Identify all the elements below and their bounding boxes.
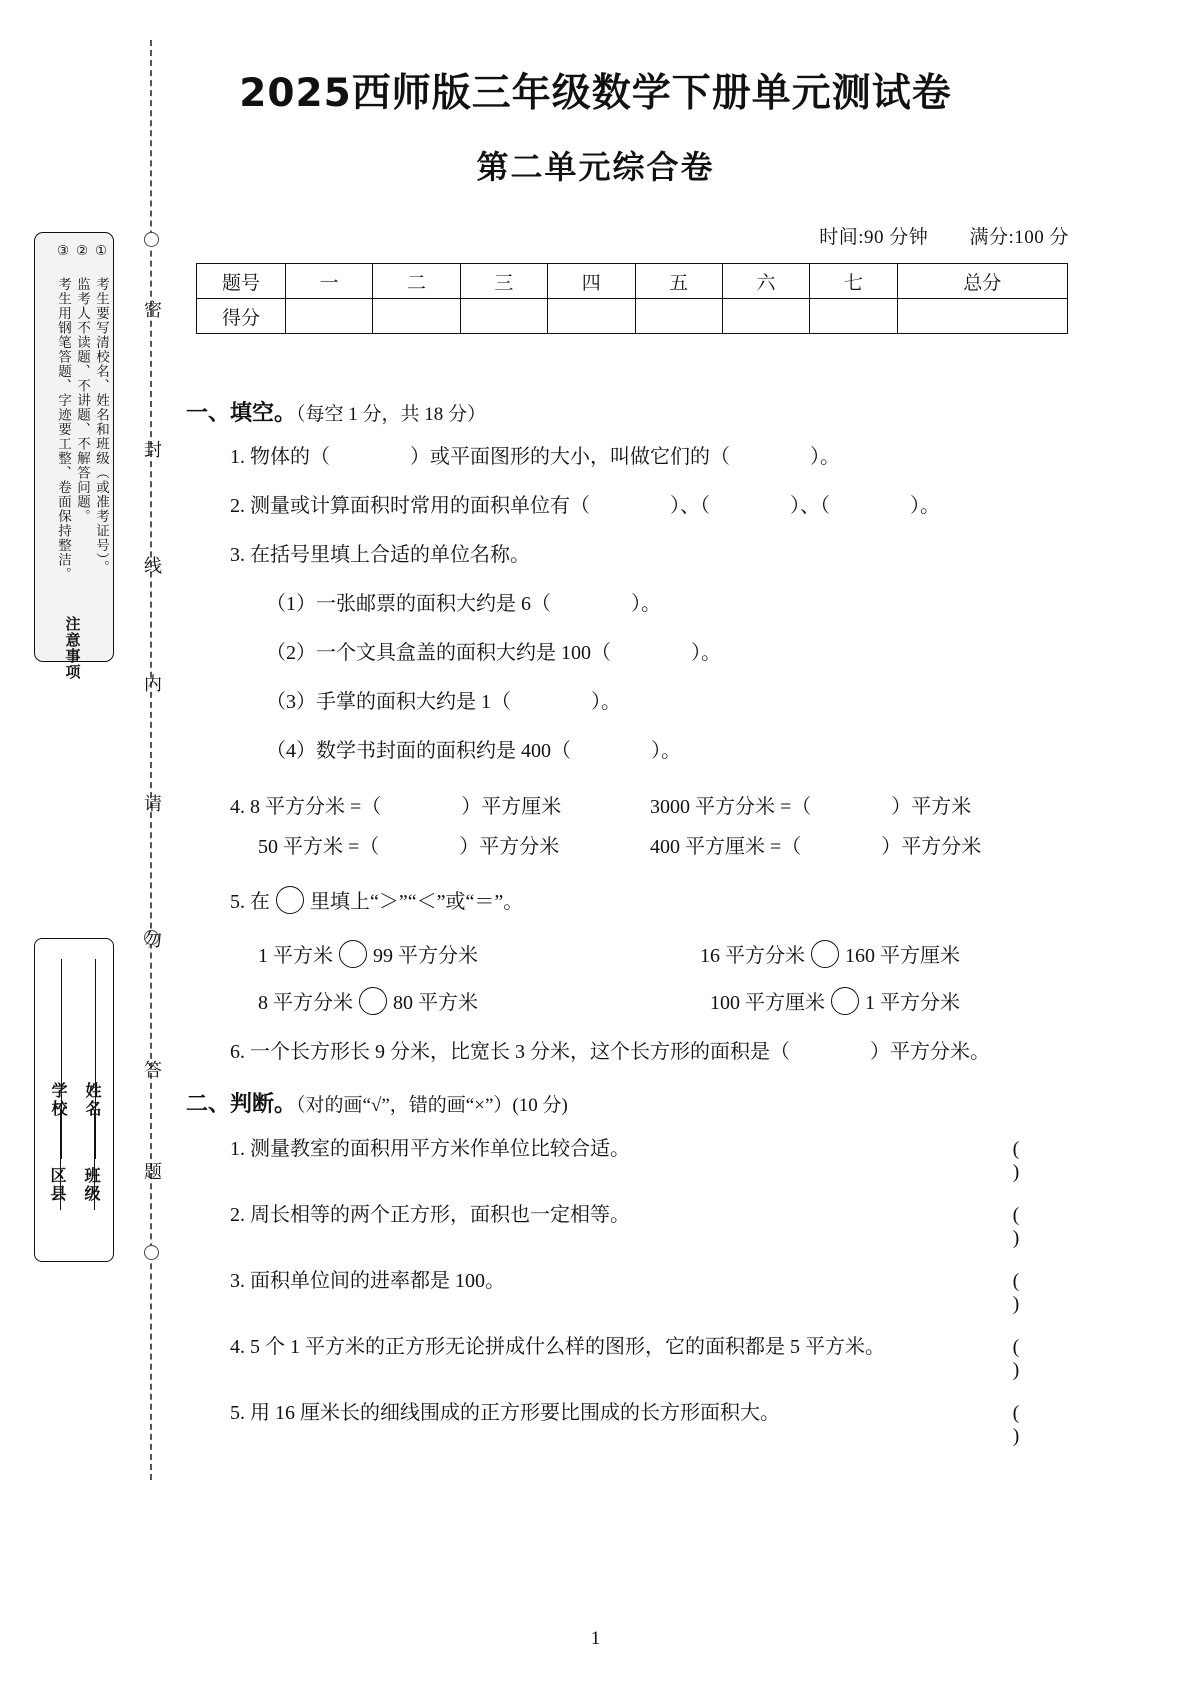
seal-char: 封 — [142, 440, 162, 468]
q4-right-line2: 400 平方厘米 =（ ）平方分米 — [650, 836, 982, 858]
write-rule — [94, 1110, 95, 1210]
q4-label: 4. — [230, 796, 245, 818]
seal-char: 答 — [142, 1060, 162, 1088]
question-item: （4）数学书封面的面积约是 400（ ）。 — [266, 740, 681, 762]
q5-value: 99 平方分米 — [373, 945, 478, 967]
info-field-label: 姓名 — [83, 1082, 102, 1118]
score-table-cell: 二 — [373, 264, 460, 299]
score-input-cell[interactable] — [286, 299, 373, 334]
seal-char: 请 — [142, 794, 162, 822]
notice-label-text: 注意事项 — [63, 616, 82, 680]
notice-box — [34, 232, 114, 662]
tf-answer-box[interactable]: ( ) — [1012, 1402, 1048, 1447]
score-input-cell[interactable] — [810, 299, 897, 334]
q5-value: 80 平方米 — [393, 992, 478, 1014]
q5-pair-row — [258, 986, 1076, 1015]
q4-left-line1 — [230, 790, 650, 819]
q4-right-line1: 3000 平方分米 =（ ）平方米 — [650, 796, 972, 818]
exam-meta — [783, 222, 1069, 249]
question-item-4b — [258, 830, 1076, 859]
seal-char: 题 — [142, 1162, 162, 1190]
score-input-cell[interactable] — [548, 299, 635, 334]
tf-answer-box[interactable]: ( ) — [1012, 1270, 1048, 1315]
question-item: 1. 物体的（ ）或平面图形的大小，叫做它们的（ ）。 — [230, 446, 840, 468]
score-table-cell: 四 — [548, 264, 635, 299]
section-heading-fill-in — [186, 396, 1076, 427]
circle-blank-icon[interactable] — [811, 940, 839, 968]
info-field-label: 班级 — [82, 1167, 101, 1203]
seal-char: 密 — [142, 300, 162, 328]
table-row — [197, 299, 1068, 334]
q5-value: 16 平方分米 — [700, 945, 805, 967]
seal-dashed-line — [150, 40, 152, 1480]
section-note: （对的画“√”，错的画“×”）(10 分) — [296, 1095, 568, 1116]
q5-value: 8 平方分米 — [258, 992, 353, 1014]
q5-value: 1 平方分米 — [865, 992, 960, 1014]
seal-char: 内 — [142, 674, 162, 702]
question-item-4 — [230, 790, 1076, 819]
q4-left-text: 8 平方分米 =（ ）平方厘米 — [250, 796, 562, 818]
score-table-cell: 一 — [286, 264, 373, 299]
tf-text: 5. 用 16 厘米长的细线围成的正方形要比围成的长方形面积大。 — [230, 1402, 780, 1424]
notice-item: ① 考生要写清校名、姓名和班级（或准考证号）。 — [93, 243, 109, 575]
score-input-cell[interactable] — [373, 299, 460, 334]
q4-left-line2: 50 平方米 =（ ）平方分米 — [258, 836, 560, 858]
q5-label: 5. 在 — [230, 891, 270, 913]
circle-blank-icon[interactable] — [831, 987, 859, 1015]
page-number: 1 — [590, 1628, 601, 1649]
q5-value: 1 平方米 — [258, 945, 333, 967]
info-field-class[interactable] — [80, 1110, 110, 1260]
score-table-cell: 五 — [635, 264, 722, 299]
seal-dot-icon — [144, 1245, 159, 1260]
q5-value: 160 平方厘米 — [845, 945, 960, 967]
tf-answer-box[interactable]: ( ) — [1012, 1336, 1048, 1381]
score-input-cell[interactable] — [635, 299, 722, 334]
tf-text: 1. 测量教室的面积用平方米作单位比较合适。 — [230, 1138, 630, 1160]
q5-left-compare — [258, 939, 678, 968]
tf-text: 4. 5 个 1 平方米的正方形无论拼成什么样的图形，它的面积都是 5 平方米。 — [230, 1336, 885, 1358]
section-title: 一、填空。 — [186, 401, 297, 426]
circle-blank-icon[interactable] — [339, 940, 367, 968]
q5-tail: 里填上“＞”“＜”或“＝”。 — [310, 891, 524, 913]
notice-item: ③ 考生用钢笔答题、字迹要工整、卷面保持整洁。 — [55, 243, 71, 582]
score-table-cell: 三 — [460, 264, 547, 299]
q5-value: 100 平方厘米 — [710, 992, 825, 1014]
circle-blank-icon[interactable] — [359, 987, 387, 1015]
score-input-cell[interactable] — [897, 299, 1067, 334]
q5-right-compare — [700, 939, 1076, 968]
score-table-cell: 题号 — [197, 264, 286, 299]
section-title: 二、判断。 — [186, 1092, 297, 1117]
exam-content — [186, 396, 1076, 1448]
tf-answer-box[interactable]: ( ) — [1012, 1204, 1048, 1249]
write-rule — [60, 1110, 61, 1210]
tf-item — [230, 1396, 1076, 1448]
info-field-label: 学校 — [49, 1082, 68, 1118]
tf-text: 3. 面积单位间的进率都是 100。 — [230, 1270, 505, 1292]
circle-blank-icon[interactable] — [276, 886, 304, 914]
time-label: 时间:90 分钟 — [819, 227, 929, 248]
tf-item — [230, 1132, 1076, 1184]
seal-char: 线 — [142, 556, 162, 584]
question-item-6: 6. 一个长方形长 9 分米，比宽长 3 分米，这个长方形的面积是（ ）平方分米。 — [230, 1041, 990, 1063]
score-input-cell[interactable] — [722, 299, 809, 334]
page-title: 2025西师版三年级数学下册单元测试卷 — [239, 71, 952, 116]
section-heading-true-false — [186, 1087, 1076, 1118]
tf-item — [230, 1198, 1076, 1250]
seal-char: 勿 — [142, 930, 162, 958]
score-table-cell: 得分 — [197, 299, 286, 334]
tf-answer-box[interactable]: ( ) — [1012, 1138, 1048, 1183]
score-table-cell: 六 — [722, 264, 809, 299]
table-row — [197, 264, 1068, 299]
score-table-cell: 总分 — [897, 264, 1067, 299]
score-table-cell: 七 — [810, 264, 897, 299]
q5-right-compare — [710, 986, 1076, 1015]
info-field-label: 区县 — [48, 1167, 67, 1203]
info-field-district[interactable] — [46, 1110, 76, 1260]
full-score-label: 满分:100 分 — [969, 227, 1069, 248]
notice-item: ② 监考人不读题、不讲题、不解答问题。 — [74, 243, 90, 524]
tf-item — [230, 1330, 1076, 1382]
section-note: （每空 1 分，共 18 分） — [296, 404, 487, 425]
question-item: 3. 在括号里填上合适的单位名称。 — [230, 544, 530, 566]
q5-left-compare — [258, 986, 678, 1015]
question-item: 2. 测量或计算面积时常用的面积单位有（ ）、（ ）、（ ）。 — [230, 495, 940, 517]
score-input-cell[interactable] — [460, 299, 547, 334]
question-item-5 — [230, 883, 1076, 921]
page-subtitle: 第二单元综合卷 — [476, 148, 715, 186]
score-table — [196, 263, 1068, 334]
seal-dot-icon — [144, 232, 159, 247]
tf-text: 2. 周长相等的两个正方形，面积也一定相等。 — [230, 1204, 630, 1226]
question-item: （2）一个文具盒盖的面积大约是 100（ ）。 — [266, 642, 721, 664]
question-item: （1）一张邮票的面积大约是 6（ ）。 — [266, 593, 661, 615]
tf-item — [230, 1264, 1076, 1316]
question-item: （3）手掌的面积大约是 1（ ）。 — [266, 691, 621, 713]
q5-pair-row — [258, 939, 1076, 968]
